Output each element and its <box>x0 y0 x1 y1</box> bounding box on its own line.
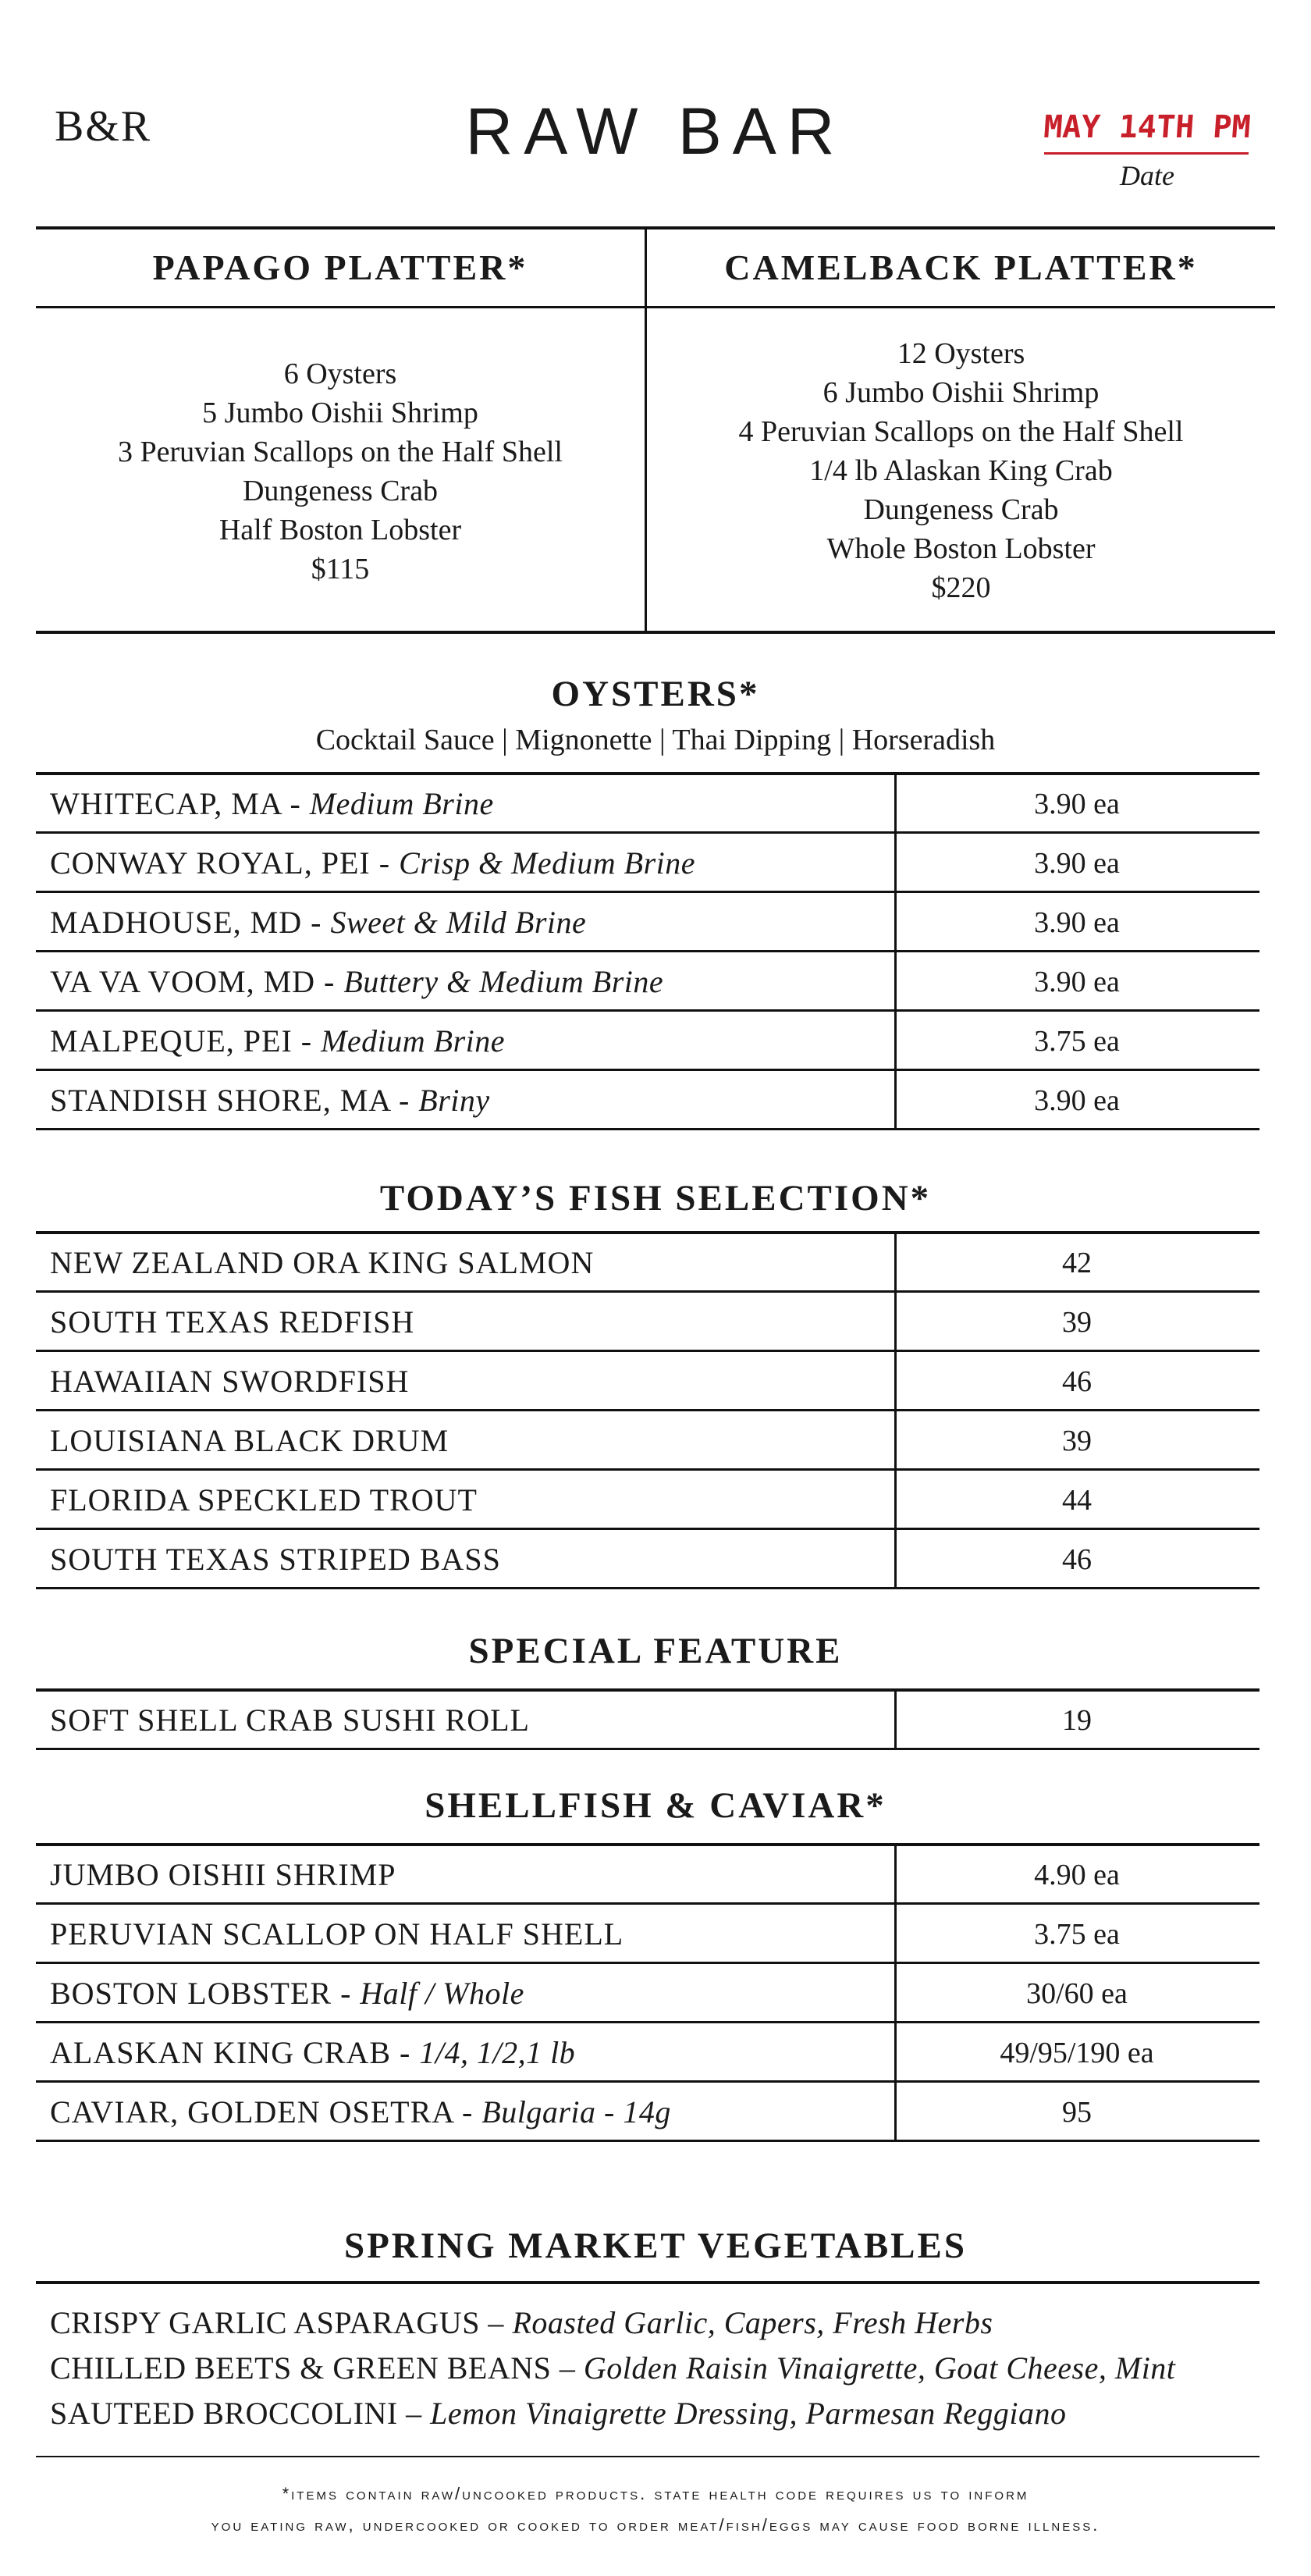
table-row <box>36 2083 1259 2142</box>
item-name: SOUTH TEXAS REDFISH <box>50 1304 415 1340</box>
table-row <box>36 1471 1259 1530</box>
item-price: 42 <box>1062 1247 1092 1279</box>
fish-title: TODAY’S FISH SELECTION* <box>379 1178 932 1219</box>
footer-note-line2: you eating raw, undercooked or cooked to order meat/fish/eggs may cause food borne illness. <box>211 2515 1100 2535</box>
item-name: NEW ZEALAND ORA KING SALMON <box>50 1245 595 1280</box>
vegetables-rule <box>36 2281 1259 2284</box>
platter-header-rule <box>36 306 1275 308</box>
platter-top-rule <box>36 226 1275 229</box>
vegetable-item: CRISPY GARLIC ASPARAGUS – Roasted Garlic, Capers, Fresh Herbs <box>50 2305 993 2340</box>
footer-rule <box>36 2456 1259 2457</box>
item-price: 49/95/190 ea <box>1000 2037 1154 2069</box>
item-name: HAWAIIAN SWORDFISH <box>50 1364 410 1399</box>
item-name: BOSTON LOBSTER - Half / Whole <box>50 1976 524 2011</box>
oysters-table <box>36 774 1259 1130</box>
platter-bottom-rule <box>36 631 1275 634</box>
item-price: 39 <box>1062 1425 1092 1457</box>
item-price: 95 <box>1062 2096 1092 2129</box>
platter-items-camelback <box>647 334 1275 607</box>
table-row <box>36 1012 1259 1071</box>
vegetable-item: CHILLED BEETS & GREEN BEANS – Golden Raisin Vinaigrette, Goat Cheese, Mint <box>50 2350 1176 2386</box>
item-name: LOUISIANA BLACK DRUM <box>50 1423 449 1458</box>
item-name: MADHOUSE, MD - Sweet & Mild Brine <box>50 905 587 940</box>
platter-title-camelback: CAMELBACK PLATTER* <box>724 247 1198 287</box>
platter-items-papago <box>36 354 645 589</box>
fish-table <box>36 1233 1259 1589</box>
table-row <box>36 1691 1259 1750</box>
item-name: SOUTH TEXAS STRIPED BASS <box>50 1542 501 1577</box>
table-row <box>36 1233 1259 1293</box>
table-row <box>36 952 1259 1012</box>
item-name: VA VA VOOM, MD - Buttery & Medium Brine <box>50 964 664 999</box>
special-table <box>36 1691 1259 1750</box>
platter-price: $220 <box>931 571 991 604</box>
platter-title-papago: PAPAGO PLATTER* <box>152 247 528 287</box>
vegetables-title: SPRING MARKET VEGETABLES <box>343 2226 968 2266</box>
item-price: 3.90 ea <box>1034 1084 1120 1117</box>
item-name: STANDISH SHORE, MA - Briny <box>50 1083 490 1118</box>
platter-item: Whole Boston Lobster <box>826 532 1096 565</box>
table-row <box>36 1530 1259 1589</box>
platter-item: 1/4 lb Alaskan King Crab <box>809 454 1113 487</box>
item-price: 3.90 ea <box>1034 966 1120 998</box>
vegetable-item: SAUTEED BROCCOLINI – Lemon Vinaigrette Dressing, Parmesan Reggiano <box>50 2396 1067 2431</box>
item-price: 4.90 ea <box>1034 1859 1120 1891</box>
oysters-title: OYSTERS* <box>551 674 760 714</box>
table-row <box>36 1411 1259 1471</box>
date-label: Date <box>1120 160 1174 191</box>
item-price: 44 <box>1062 1484 1092 1517</box>
item-price: 3.90 ea <box>1034 906 1120 939</box>
item-name: FLORIDA SPECKLED TROUT <box>50 1482 478 1517</box>
table-row <box>36 774 1259 834</box>
platter-item: Dungeness Crab <box>242 475 439 507</box>
item-price: 46 <box>1062 1365 1092 1398</box>
platter-item: 4 Peruvian Scallops on the Half Shell <box>738 415 1184 448</box>
platter-item: 5 Jumbo Oishii Shrimp <box>202 397 478 429</box>
page-title: RAW BAR <box>465 94 846 168</box>
item-name: WHITECAP, MA - Medium Brine <box>50 786 494 821</box>
table-row <box>36 893 1259 952</box>
platter-item: 6 Jumbo Oishii Shrimp <box>822 376 1100 409</box>
table-row <box>36 1845 1259 1905</box>
item-name: MALPEQUE, PEI - Medium Brine <box>50 1023 506 1059</box>
item-price: 3.90 ea <box>1034 847 1120 880</box>
table-row <box>36 1352 1259 1411</box>
footer-note-line1: *items contain raw/uncooked products. state health code requires us to inform <box>282 2484 1029 2503</box>
table-row <box>36 1964 1259 2023</box>
platter-item: Half Boston Lobster <box>218 514 462 546</box>
table-row <box>36 1905 1259 1964</box>
shellfish-title: SHELLFISH & CAVIAR* <box>425 1785 886 1826</box>
item-price: 39 <box>1062 1306 1092 1339</box>
item-name: CONWAY ROYAL, PEI - Crisp & Medium Brine <box>50 845 696 881</box>
item-name: CAVIAR, GOLDEN OSETRA - Bulgaria - 14g <box>50 2094 671 2129</box>
date-underline <box>1044 152 1249 155</box>
item-price: 19 <box>1062 1704 1092 1737</box>
shellfish-table <box>36 1845 1259 2142</box>
logo: B&R <box>55 102 152 151</box>
platter-item: 12 Oysters <box>897 337 1025 370</box>
special-title: SPECIAL FEATURE <box>468 1631 843 1671</box>
platter-price: $115 <box>311 553 370 585</box>
platter-item: 6 Oysters <box>283 358 397 390</box>
table-row <box>36 1071 1259 1130</box>
item-name: SOFT SHELL CRAB SUSHI ROLL <box>50 1703 530 1738</box>
item-price: 3.75 ea <box>1034 1918 1120 1951</box>
table-row <box>36 834 1259 893</box>
item-name: JUMBO OISHII SHRIMP <box>50 1857 396 1892</box>
oysters-sauces: Cocktail Sauce | Mignonette | Thai Dipping | Horseradish <box>315 724 996 756</box>
date-value: MAY 14TH PM <box>1042 109 1252 145</box>
item-price: 3.75 ea <box>1034 1025 1120 1058</box>
platter-item: Dungeness Crab <box>863 493 1059 526</box>
item-price: 30/60 ea <box>1026 1977 1128 2010</box>
table-row <box>36 1293 1259 1352</box>
item-price: 46 <box>1062 1543 1092 1576</box>
platter-item: 3 Peruvian Scallops on the Half Shell <box>118 436 563 468</box>
table-row <box>36 2023 1259 2083</box>
item-name: ALASKAN KING CRAB - 1/4, 1/2,1 lb <box>50 2035 576 2070</box>
item-price: 3.90 ea <box>1034 788 1120 820</box>
item-name: PERUVIAN SCALLOP ON HALF SHELL <box>50 1916 624 1952</box>
